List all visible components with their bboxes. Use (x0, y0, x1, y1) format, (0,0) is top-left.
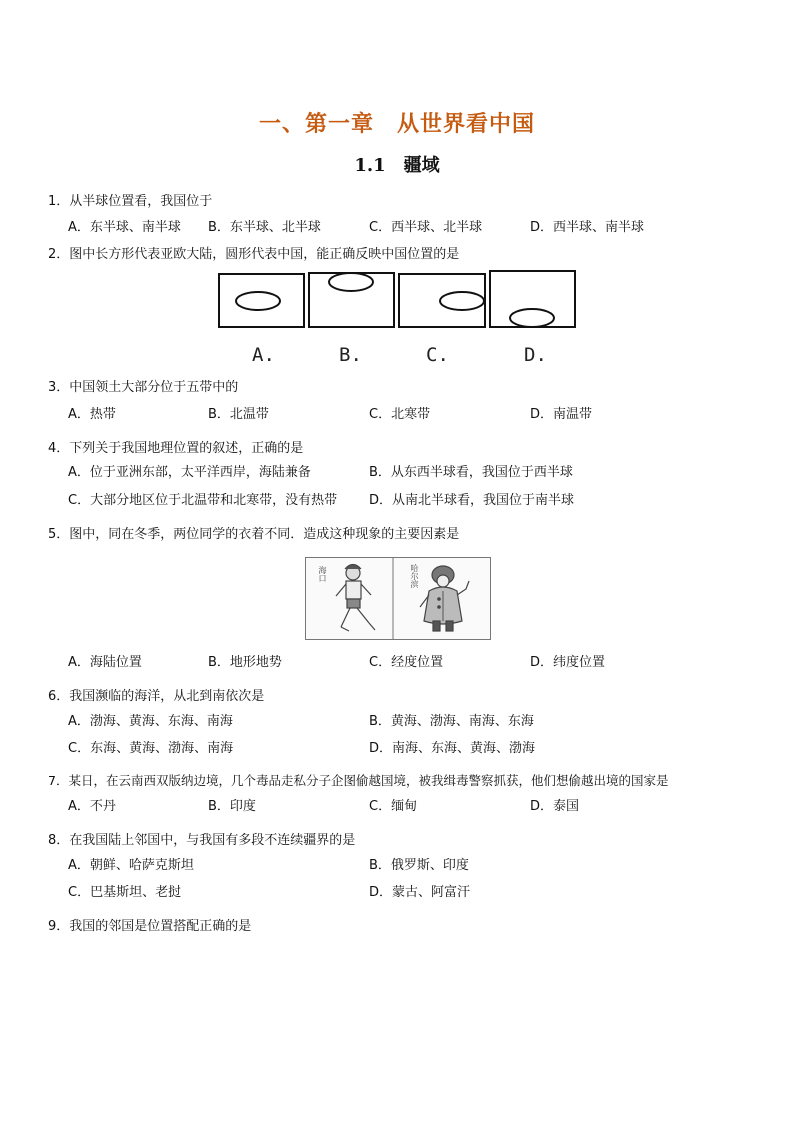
q4-option-d: D．从南北半球看，我国位于南半球 (369, 493, 575, 508)
q2-label-a: A. (252, 344, 275, 366)
question-2: 2．图中长方形代表亚欧大陆，圆形代表中国，能正确反映中国位置的是 (48, 247, 460, 262)
q3-option-b: B．北温带 (208, 407, 269, 422)
question-5: 5．图中，同在冬季，两位同学的衣着不同．造成这种现象的主要因素是 (48, 527, 460, 542)
q5-option-d: D．纬度位置 (530, 655, 606, 670)
question-8: 8．在我国陆上邻国中，与我国有多段不连续疆界的是 (48, 833, 356, 848)
question-6: 6．我国濒临的海洋，从北到南依次是 (48, 689, 265, 704)
question-9: 9．我国的邻国是位置搭配正确的是 (48, 919, 252, 934)
q3-option-a: A．热带 (68, 407, 116, 422)
chapter-title: 一、第一章 从世界看中国 (258, 111, 535, 137)
question-3: 3．中国领土大部分位于五带中的 (48, 380, 239, 395)
q1-option-c: C．西半球、北半球 (369, 220, 483, 235)
q4-option-c: C．大部分地区位于北温带和北寒带，没有热带 (68, 493, 338, 508)
china-circle-c (440, 292, 484, 310)
eurasia-rect-a (219, 274, 304, 327)
eurasia-rect-c (399, 274, 485, 327)
q5-figure (305, 557, 491, 640)
question-7: 7．某日，在云南西双版纳边境，几个毒品走私分子企图偷越国境，被我缉毒警察抓获，他们想偷越出境的国家是 (48, 773, 669, 788)
q4-option-b: B．从东西半球看，我国位于西半球 (369, 465, 573, 480)
q7-option-d: D．泰国 (530, 799, 580, 814)
q1-option-a: A．东半球、南半球 (68, 220, 181, 235)
q7-option-b: B．印度 (208, 799, 256, 814)
q6-option-d: D．南海、东海、黄海、渤海 (369, 741, 536, 756)
question-4: 4．下列关于我国地理位置的叙述，正确的是 (48, 441, 304, 456)
q6-option-b: B．黄海、渤海、南海、东海 (369, 714, 534, 729)
q3-option-d: D．南温带 (530, 407, 593, 422)
eurasia-rect-d (490, 271, 575, 327)
q2-figure (216, 268, 580, 332)
question-1: 1．从半球位置看，我国位于 (48, 194, 213, 209)
q5-option-b: B．地形地势 (208, 655, 282, 670)
q6-option-a: A．渤海、黄海、东海、南海 (68, 714, 233, 729)
q3-option-c: C．北寒带 (369, 407, 431, 422)
q4-option-a: A．位于亚洲东部，太平洋西岸，海陆兼备 (68, 465, 311, 480)
china-circle-d (510, 309, 554, 327)
q6-option-c: C．东海、黄海、渤海、南海 (68, 741, 234, 756)
city-label-harbin: 哈尔滨 (410, 564, 419, 588)
q2-label-c: C. (426, 344, 449, 366)
eurasia-rect-b (309, 273, 394, 327)
q8-option-b: B．俄罗斯、印度 (369, 858, 469, 873)
q2-label-b: B. (339, 344, 362, 366)
city-label-haikou: 海口 (318, 566, 327, 582)
section-title: 1.1 疆域 (354, 155, 440, 176)
q2-label-d: D. (524, 344, 547, 366)
q1-option-b: B．东半球、北半球 (208, 220, 321, 235)
q5-option-c: C．经度位置 (369, 655, 444, 670)
china-circle-b (329, 273, 373, 291)
q1-option-d: D．西半球、南半球 (530, 220, 645, 235)
q8-option-d: D．蒙古、阿富汗 (369, 885, 471, 900)
q7-option-a: A．不丹 (68, 799, 116, 814)
china-circle-a (236, 292, 280, 310)
q8-option-a: A．朝鲜、哈萨克斯坦 (68, 858, 194, 873)
q5-option-a: A．海陆位置 (68, 655, 142, 670)
q8-option-c: C．巴基斯坦、老挝 (68, 885, 182, 900)
q7-option-c: C．缅甸 (369, 799, 418, 814)
